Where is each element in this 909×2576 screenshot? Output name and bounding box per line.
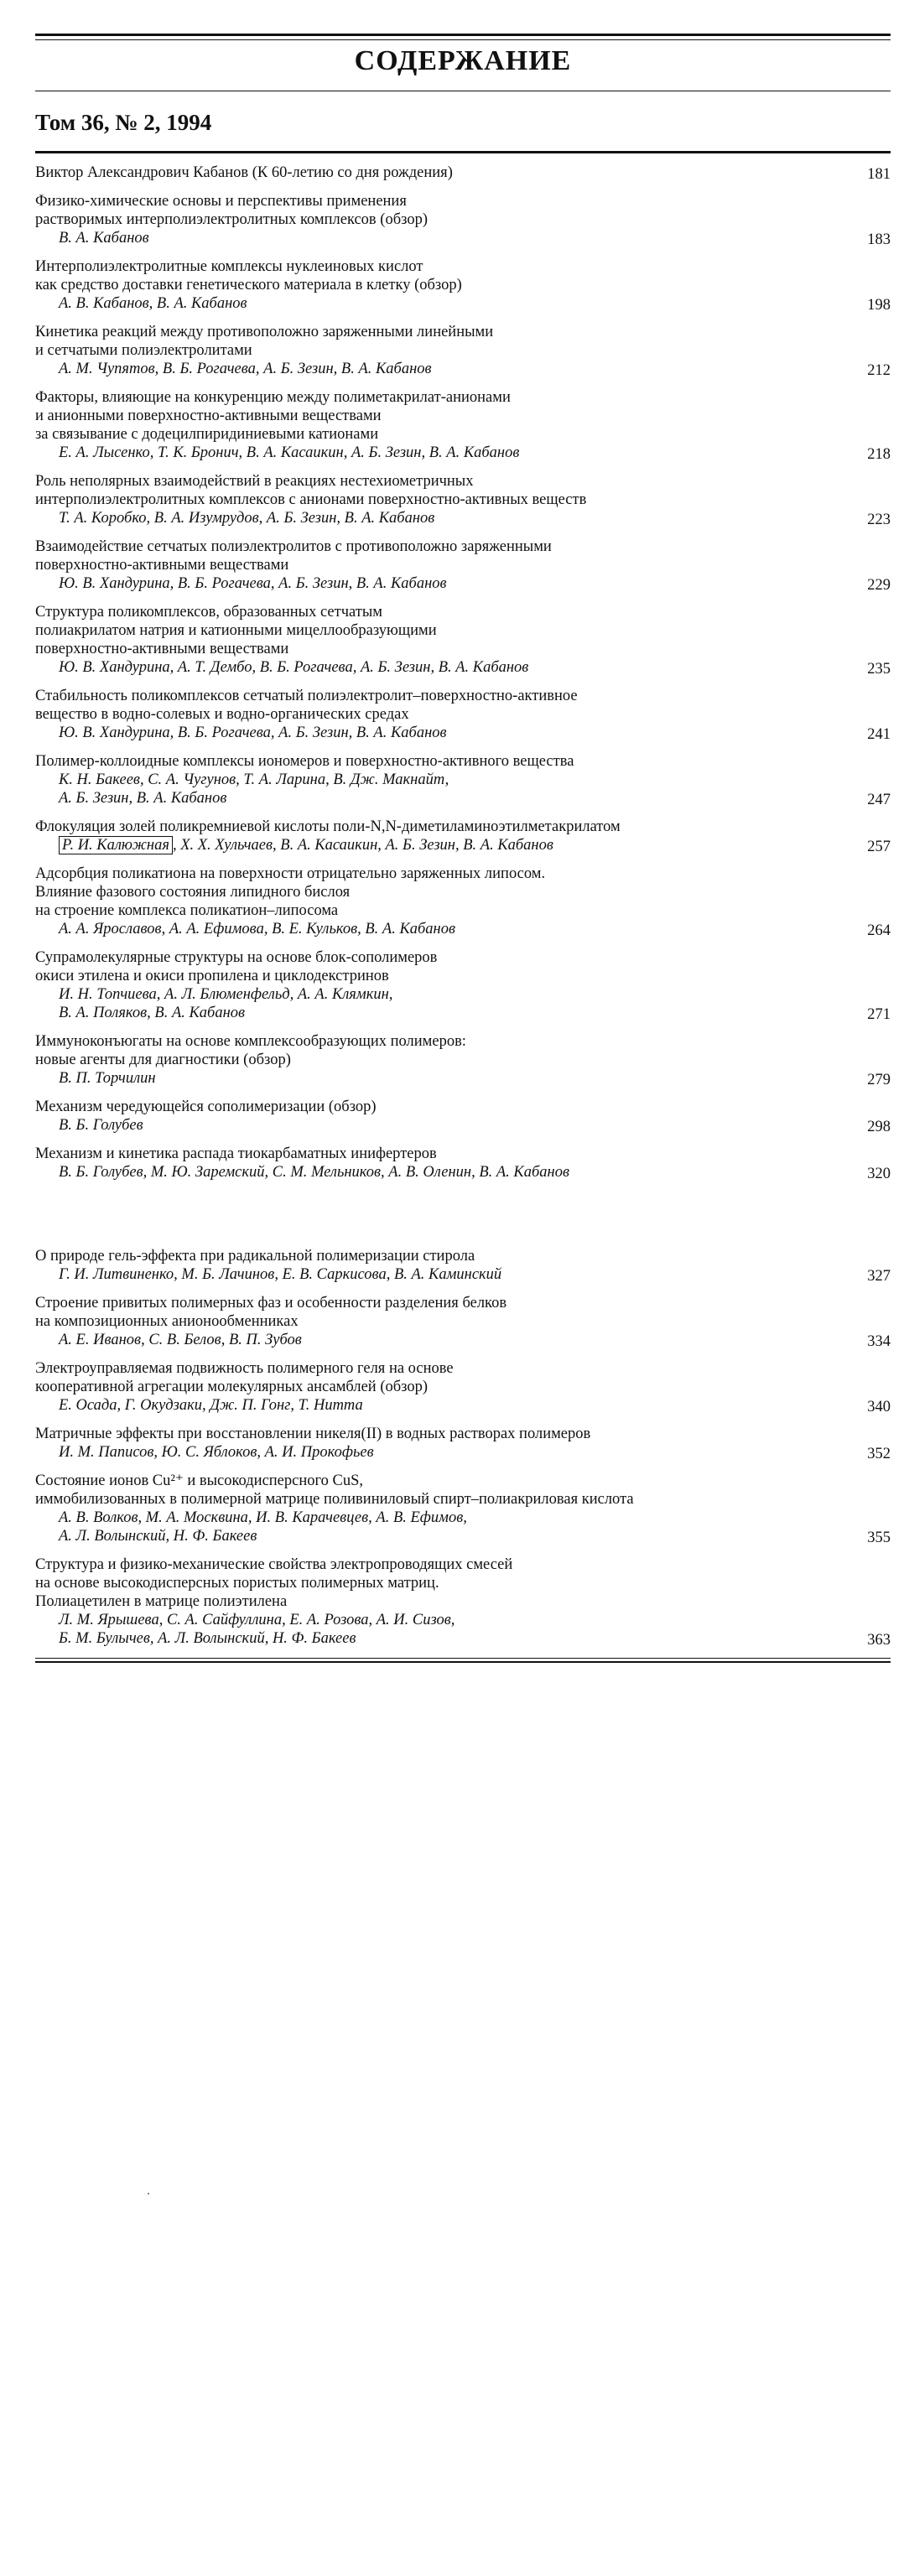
bottom-double-rule [35,1658,891,1663]
entry-title: Стабильность поликомплексов сетчатый полиэлектролит–поверхностно-активное вещество в водно-солевых и водно-органических средах [35,688,578,723]
page-title: СОДЕРЖАНИЕ [354,45,572,76]
entry-title: Состояние ионов Cu²⁺ и высокодисперсного CuS, иммобилизованных в полимерной матрице поливиниловый спирт–полиакриловая кислота [35,1472,634,1508]
entry-title: Интерполиэлектролитные комплексы нуклеиновых кислот как средство доставки генетического материала в клетку (обзор) [35,258,462,293]
entry-authors: А. Е. Иванов, С. В. Белов, В. П. Зубов [59,1332,302,1348]
toc-entry[interactable] [35,257,891,313]
entry-authors: Ю. В. Хандурина, В. Б. Рогачева, А. Б. Зезин, В. А. Кабанов [59,575,447,592]
entry-authors: Ю. В. Хандурина, А. Т. Дембо, В. Б. Рогачева, А. Б. Зезин, В. А. Кабанов [59,659,529,676]
toc-entry[interactable] [35,752,891,808]
entry-page: 363 [867,1632,891,1649]
entry-title: Супрамолекулярные структуры на основе блок-сополимеров окиси этилена и окиси пропилена и циклодекстринов [35,949,438,984]
entry-title: О природе гель-эффекта при радикальной полимеризации стирола [35,1248,475,1265]
entry-authors: Т. А. Коробко, В. А. Изумрудов, А. Б. Зезин, В. А. Кабанов [59,510,435,527]
entry-title: Иммуноконъюгаты на основе комплексообразующих полимеров: новые агенты для диагностики (обзор) [35,1033,466,1068]
entry-title: Структура и физико-механические свойства электропроводящих смесей на основе высокодисперсных пористых полимерных матриц. Полиацетилен в матрице полиэтилена [35,1556,513,1610]
toc-entry[interactable] [35,818,891,854]
entry-title: Взаимодействие сетчатых полиэлектролитов с противоположно заряженными поверхностно-активными веществами [35,538,552,574]
toc-entry[interactable] [35,865,891,938]
entry-authors: В. А. Кабанов [59,230,149,247]
entry-title: Роль неполярных взаимодействий в реакциях нестехиометричных интерполиэлектролитных комплексов с анионами поверхностно-активных веществ [35,473,587,508]
entry-title: Полимер-коллоидные комплексы иономеров и поверхностно-активного вещества [35,753,574,770]
entry-authors: Е. Осада, Г. Окудзаки, Дж. П. Гонг, Т. Нитта [59,1397,363,1414]
entry-title: Адсорбция поликатиона на поверхности отрицательно заряженных липосом. Влияние фазового состояния липидного бислоя на строение комплекса поликатион–липосома [35,865,546,919]
entry-authors: В. Б. Голубев, М. Ю. Заремский, С. М. Мельников, А. В. Оленин, В. А. Кабанов [59,1164,569,1181]
entry-authors: И. Н. Топчиева, А. Л. Блюменфельд, А. А. Клямкин, В. А. Поляков, В. А. Кабанов [59,986,393,1021]
toc-entry[interactable] [35,603,891,677]
entry-authors: А. М. Чупятов, В. Б. Рогачева, А. Б. Зезин, В. А. Кабанов [59,361,432,377]
entry-authors: А. В. Кабанов, В. А. Кабанов [59,295,247,312]
toc-list [35,153,891,1648]
entry-authors: Ю. В. Хандурина, В. Б. Рогачева, А. Б. Зезин, В. А. Кабанов [59,724,447,741]
toc-entry[interactable] [35,472,891,527]
entry-page: 218 [867,446,891,463]
entry-page: 235 [867,661,891,678]
entry-page: 229 [867,577,891,594]
entry-title: Электроуправляемая подвижность полимерного геля на основе кооперативной агрегации молекулярных ансамблей (обзор) [35,1360,454,1395]
toc-entry[interactable] [35,1294,891,1349]
entry-page: 320 [867,1166,891,1182]
entry-page: 340 [867,1399,891,1415]
entry-title: Кинетика реакций между противоположно заряженными линейными и сетчатыми полиэлектролитами [35,324,494,359]
toc-entry[interactable] [35,1472,891,1545]
toc-entry[interactable] [35,1247,891,1284]
toc-entry[interactable] [35,388,891,462]
entry-authors: А. А. Ярославов, А. А. Ефимова, В. Е. Кульков, В. А. Кабанов [59,921,455,937]
entry-page: 264 [867,922,891,939]
entry-page: 327 [867,1268,891,1285]
entry-page: 334 [867,1333,891,1350]
entry-authors: В. Б. Голубев [59,1117,143,1134]
entry-title: Флокуляция золей поликремниевой кислоты поли-N,N-диметиламиноэтилметакрилатом [35,818,621,835]
scan-speck [148,2193,149,2194]
entry-page: 355 [867,1530,891,1546]
highlighted-author: Р. И. Калюжная [59,836,173,854]
entry-page: 223 [867,512,891,528]
toc-entry[interactable] [35,323,891,378]
entry-page: 212 [867,362,891,379]
toc-entry[interactable] [35,1145,891,1182]
entry-authors [35,836,832,854]
entry-authors: Л. М. Ярышева, С. А. Сайфуллина, Е. А. Розова, А. И. Сизов, Б. М. Булычев, А. Л. Волынский, Н. Ф. Бакеев [59,1612,455,1647]
entry-page: 241 [867,726,891,743]
toc-entry[interactable] [35,687,891,742]
toc-entry[interactable] [35,948,891,1022]
volume-heading: Том 36, № 2, 1994 [35,110,212,135]
entry-title: Строение привитых полимерных фаз и особенности разделения белков на композиционных анионообменниках [35,1295,507,1330]
entry-title: Матричные эффекты при восстановлении никеля(II) в водных растворах полимеров [35,1426,591,1442]
toc-entry[interactable] [35,1425,891,1462]
entry-title: Механизм чередующейся сополимеризации (обзор) [35,1098,377,1115]
entry-page: 257 [867,839,891,855]
entry-page: 247 [867,792,891,808]
contents-page [35,34,891,1663]
toc-entry[interactable] [35,164,891,182]
top-double-rule [35,34,891,40]
entry-page: 279 [867,1072,891,1088]
entry-title: Физико-химические основы и перспективы применения растворимых интерполиэлектролитных комплексов (обзор) [35,193,428,228]
entry-authors-rest: , Х. Х. Хульчаев, В. А. Касаикин, А. Б. Зезин, В. А. Кабанов [172,837,553,854]
entry-page: 298 [867,1119,891,1135]
entry-page: 198 [867,297,891,314]
toc-entry[interactable] [35,1555,891,1648]
toc-entry[interactable] [35,538,891,593]
entry-authors: В. П. Торчилин [59,1070,156,1087]
entry-title: Виктор Александрович Кабанов (К 60-летию со дня рождения) [35,164,453,181]
entry-title: Механизм и кинетика распада тиокарбаматных инифертеров [35,1145,437,1162]
entry-title: Факторы, влияющие на конкуренцию между полиметакрилат-анионами и анионными поверхностно-активными веществами за связывание с додецилпиридиниевыми катионами [35,389,511,443]
entry-page: 271 [867,1006,891,1023]
entry-authors: К. Н. Бакеев, С. А. Чугунов, Т. А. Ларина, В. Дж. Макнайт, А. Б. Зезин, В. А. Кабанов [59,771,449,807]
toc-entry[interactable] [35,192,891,247]
toc-entry[interactable] [35,1359,891,1415]
entry-page: 183 [867,231,891,248]
entry-title: Структура поликомплексов, образованных сетчатым полиакрилатом натрия и катионными мицеллообразующими поверхностно-активными веществами [35,604,437,657]
toc-entry[interactable] [35,1098,891,1135]
entry-authors: Г. И. Литвиненко, М. Б. Лачинов, Е. В. Саркисова, В. А. Каминский [59,1266,502,1283]
section-gap [35,1192,891,1247]
toc-entry[interactable] [35,1032,891,1088]
entry-authors: А. В. Волков, М. А. Москвина, И. В. Карачевцев, А. В. Ефимов, А. Л. Волынский, Н. Ф. Бакеев [59,1509,467,1545]
entry-page: 352 [867,1446,891,1462]
entry-page: 181 [867,166,891,183]
entry-authors: И. М. Паписов, Ю. С. Яблоков, А. И. Прокофьев [59,1444,374,1461]
entry-authors: Е. А. Лысенко, Т. К. Бронич, В. А. Касаикин, А. Б. Зезин, В. А. Кабанов [59,444,520,461]
